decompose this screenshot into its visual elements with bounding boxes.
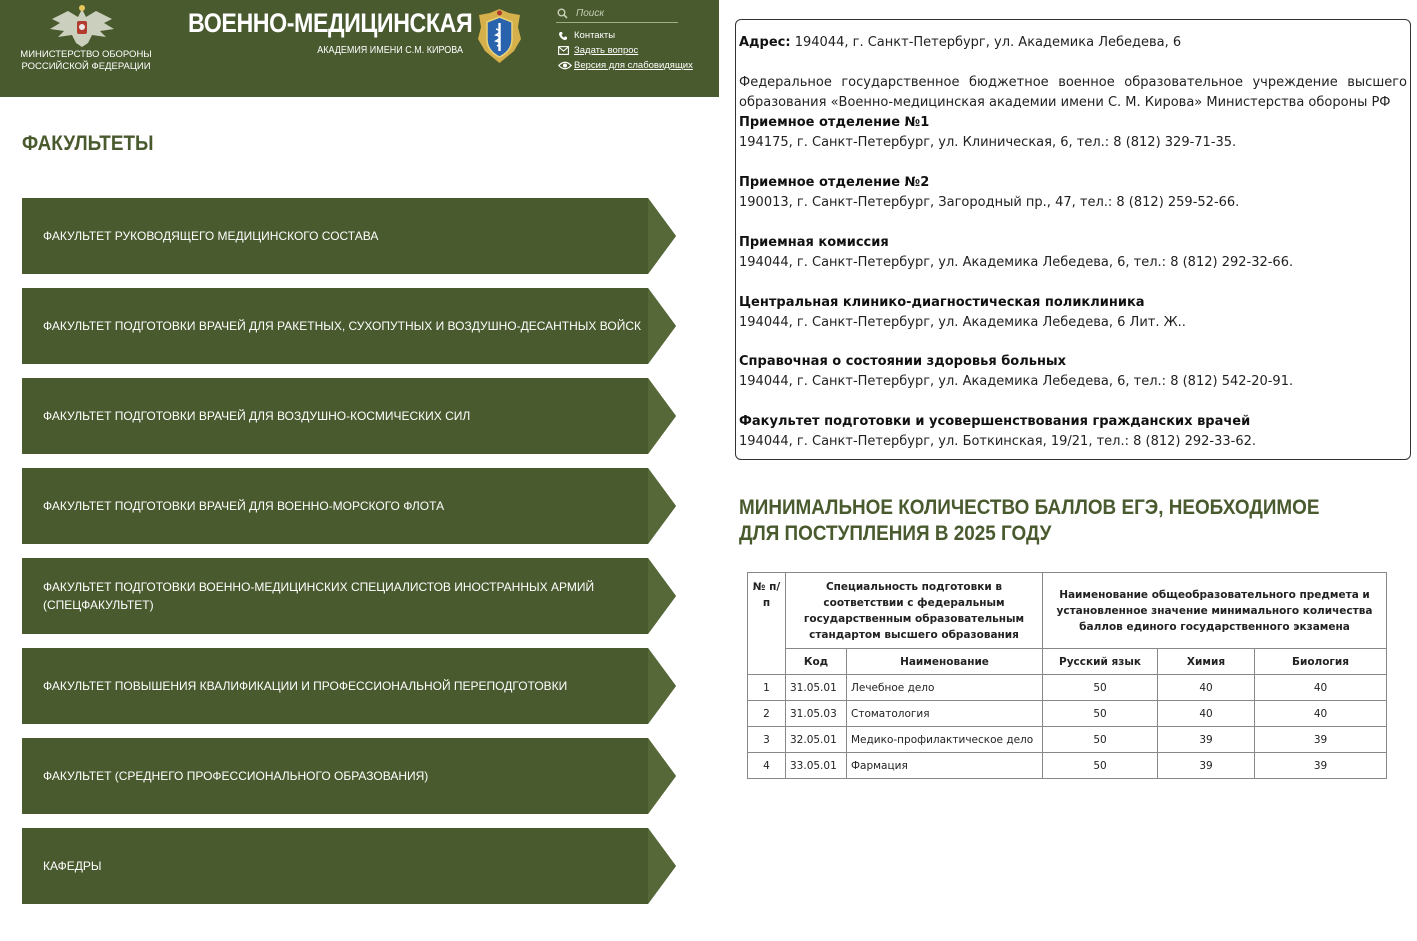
cell-code: 32.05.01 (786, 727, 847, 753)
header-num: № п/п (748, 573, 786, 675)
header-specialty: Специальность подготовки в соответствии с федеральным государственным образовательным стандартом высшего образования (786, 573, 1043, 649)
phone-icon (558, 31, 568, 41)
search-input[interactable] (576, 5, 676, 21)
faculty-item[interactable] (22, 378, 676, 454)
site-title[interactable]: ВОЕННО-МЕДИЦИНСКАЯ (188, 8, 473, 38)
section-title: Приемная комиссия (739, 235, 889, 250)
header-code: Код (786, 649, 847, 675)
header-subject: Наименование общеобразовательного предмета и установленное значение минимального количества баллов единого государственного экзамена (1043, 573, 1387, 649)
table-row (748, 727, 1387, 753)
cell-num: 2 (748, 701, 786, 727)
search-box (556, 5, 678, 23)
section-title: Приемное отделение №1 (739, 115, 930, 130)
cell-chemistry: 39 (1158, 753, 1255, 779)
header-name: Наименование (847, 649, 1043, 675)
cell-chemistry: 39 (1158, 727, 1255, 753)
cell-num: 3 (748, 727, 786, 753)
section-title: Факультет подготовки и усовершенствования гражданских врачей (739, 414, 1251, 429)
cell-russian: 50 (1043, 675, 1158, 701)
cell-num: 1 (748, 675, 786, 701)
cell-russian: 50 (1043, 701, 1158, 727)
faculty-item-label: ФАКУЛЬТЕТ (СРЕДНЕГО ПРОФЕССИОНАЛЬНОГО ОБРАЗОВАНИЯ) (43, 769, 429, 783)
header-biology: Биология (1255, 649, 1387, 675)
cell-name: Стоматология (847, 701, 1043, 727)
section-title: Приемное отделение №2 (739, 175, 930, 190)
section-title: Центральная клинико-диагностическая поликлиника (739, 295, 1145, 310)
faculty-item-label: ФАКУЛЬТЕТ РУКОВОДЯЩЕГО МЕДИЦИНСКОГО СОСТАВА (43, 229, 379, 243)
cell-name: Лечебное дело (847, 675, 1043, 701)
faculty-item[interactable] (22, 198, 676, 274)
cell-code: 33.05.01 (786, 753, 847, 779)
cell-code: 31.05.01 (786, 675, 847, 701)
faculty-item[interactable] (22, 558, 676, 634)
ministry-eagle-emblem-icon[interactable] (48, 3, 116, 49)
faculty-item-label: ФАКУЛЬТЕТ ПОДГОТОВКИ ВРАЧЕЙ ДЛЯ РАКЕТНЫХ, СУХОПУТНЫХ И ВОЗДУШНО-ДЕСАНТНЫХ ВОЙСК (43, 319, 641, 333)
address-value: 194044, г. Санкт-Петербург, ул. Академика Лебедева, 6 (794, 35, 1182, 50)
faculty-item-label: КАФЕДРЫ (43, 859, 102, 873)
site-header (0, 0, 719, 97)
faculty-item[interactable] (22, 288, 676, 364)
contact-info-box (735, 19, 1411, 460)
contacts-link[interactable] (558, 28, 615, 43)
accessibility-link-label: Версия для слабовидящих (574, 60, 693, 71)
accessibility-link[interactable] (558, 58, 693, 73)
scores-heading: МИНИМАЛЬНОЕ КОЛИЧЕСТВО БАЛЛОВ ЕГЭ, НЕОБХОДИМОЕ ДЛЯ ПОСТУПЛЕНИЯ В 2025 ГОДУ (739, 496, 1320, 545)
faculties-heading: ФАКУЛЬТЕТЫ (22, 132, 154, 155)
faculty-item[interactable] (22, 738, 676, 814)
cell-code: 31.05.03 (786, 701, 847, 727)
ministry-name[interactable]: МИНИСТЕРСТВО ОБОРОНЫ РОССИЙСКОЙ ФЕДЕРАЦИИ (20, 49, 152, 72)
faculty-item-label: ФАКУЛЬТЕТ ПОВЫШЕНИЯ КВАЛИФИКАЦИИ И ПРОФЕССИОНАЛЬНОЙ ПЕРЕПОДГОТОВКИ (43, 679, 568, 693)
cell-biology: 40 (1255, 701, 1387, 727)
cell-chemistry: 40 (1158, 701, 1255, 727)
faculty-item[interactable] (22, 648, 676, 724)
section-text: 194044, г. Санкт-Петербург, ул. Академика Лебедева, 6, тел.: 8 (812) 542-20-91. (739, 374, 1294, 389)
cell-name: Фармация (847, 753, 1043, 779)
faculty-item[interactable] (22, 468, 676, 544)
cell-num: 4 (748, 753, 786, 779)
table-row (748, 675, 1387, 701)
eye-icon (558, 61, 572, 70)
address-line (739, 33, 1407, 53)
section-text: 194044, г. Санкт-Петербург, ул. Академика Лебедева, 6, тел.: 8 (812) 292-32-66. (739, 255, 1294, 270)
section-text: 190013, г. Санкт-Петербург, Загородный пр., 47, тел.: 8 (812) 259-52-66. (739, 195, 1240, 210)
section-text: 194175, г. Санкт-Петербург, ул. Клиническая, 6, тел.: 8 (812) 329-71-35. (739, 135, 1237, 150)
header-chemistry: Химия (1158, 649, 1255, 675)
cell-name: Медико-профилактическое дело (847, 727, 1043, 753)
scores-table (747, 572, 1387, 779)
ask-question-link[interactable] (558, 43, 638, 58)
search-icon[interactable] (557, 8, 568, 19)
faculty-item[interactable] (22, 828, 676, 904)
organization-name: Федеральное государственное бюджетное военное образовательное учреждение высшего образования «Военно-медицинская академии имени С. М. Кирова» Министерства обороны РФ (739, 75, 1407, 110)
header-russian: Русский язык (1043, 649, 1158, 675)
envelope-icon (558, 46, 569, 55)
ask-question-link-label: Задать вопрос (574, 45, 639, 56)
section-text: 194044, г. Санкт-Петербург, ул. Академика Лебедева, 6 Лит. Ж.. (739, 315, 1186, 330)
faculty-item-label: ФАКУЛЬТЕТ ПОДГОТОВКИ ВОЕННО-МЕДИЦИНСКИХ СПЕЦИАЛИСТОВ ИНОСТРАННЫХ АРМИЙ (СПЕЦФАКУЛЬТЕТ) (43, 580, 595, 612)
table-row (748, 701, 1387, 727)
section-text: 194044, г. Санкт-Петербург, ул. Боткинская, 19/21, тел.: 8 (812) 292-33-62. (739, 434, 1257, 449)
faculty-item-label: ФАКУЛЬТЕТ ПОДГОТОВКИ ВРАЧЕЙ ДЛЯ ВОЕННО-МОРСКОГО ФЛОТА (43, 499, 445, 513)
faculty-item-label: ФАКУЛЬТЕТ ПОДГОТОВКИ ВРАЧЕЙ ДЛЯ ВОЗДУШНО-КОСМИЧЕСКИХ СИЛ (43, 409, 471, 423)
cell-russian: 50 (1043, 727, 1158, 753)
site-subtitle[interactable]: АКАДЕМИЯ ИМЕНИ С.М. КИРОВА (317, 45, 463, 56)
cell-biology: 39 (1255, 727, 1387, 753)
address-label: Адрес: (739, 35, 791, 50)
cell-chemistry: 40 (1158, 675, 1255, 701)
cell-biology: 39 (1255, 753, 1387, 779)
table-row (748, 753, 1387, 779)
contacts-link-label: Контакты (574, 30, 616, 41)
section-title: Справочная о состоянии здоровья больных (739, 354, 1067, 369)
cell-biology: 40 (1255, 675, 1387, 701)
cell-russian: 50 (1043, 753, 1158, 779)
academy-emblem-icon[interactable] (476, 7, 523, 65)
